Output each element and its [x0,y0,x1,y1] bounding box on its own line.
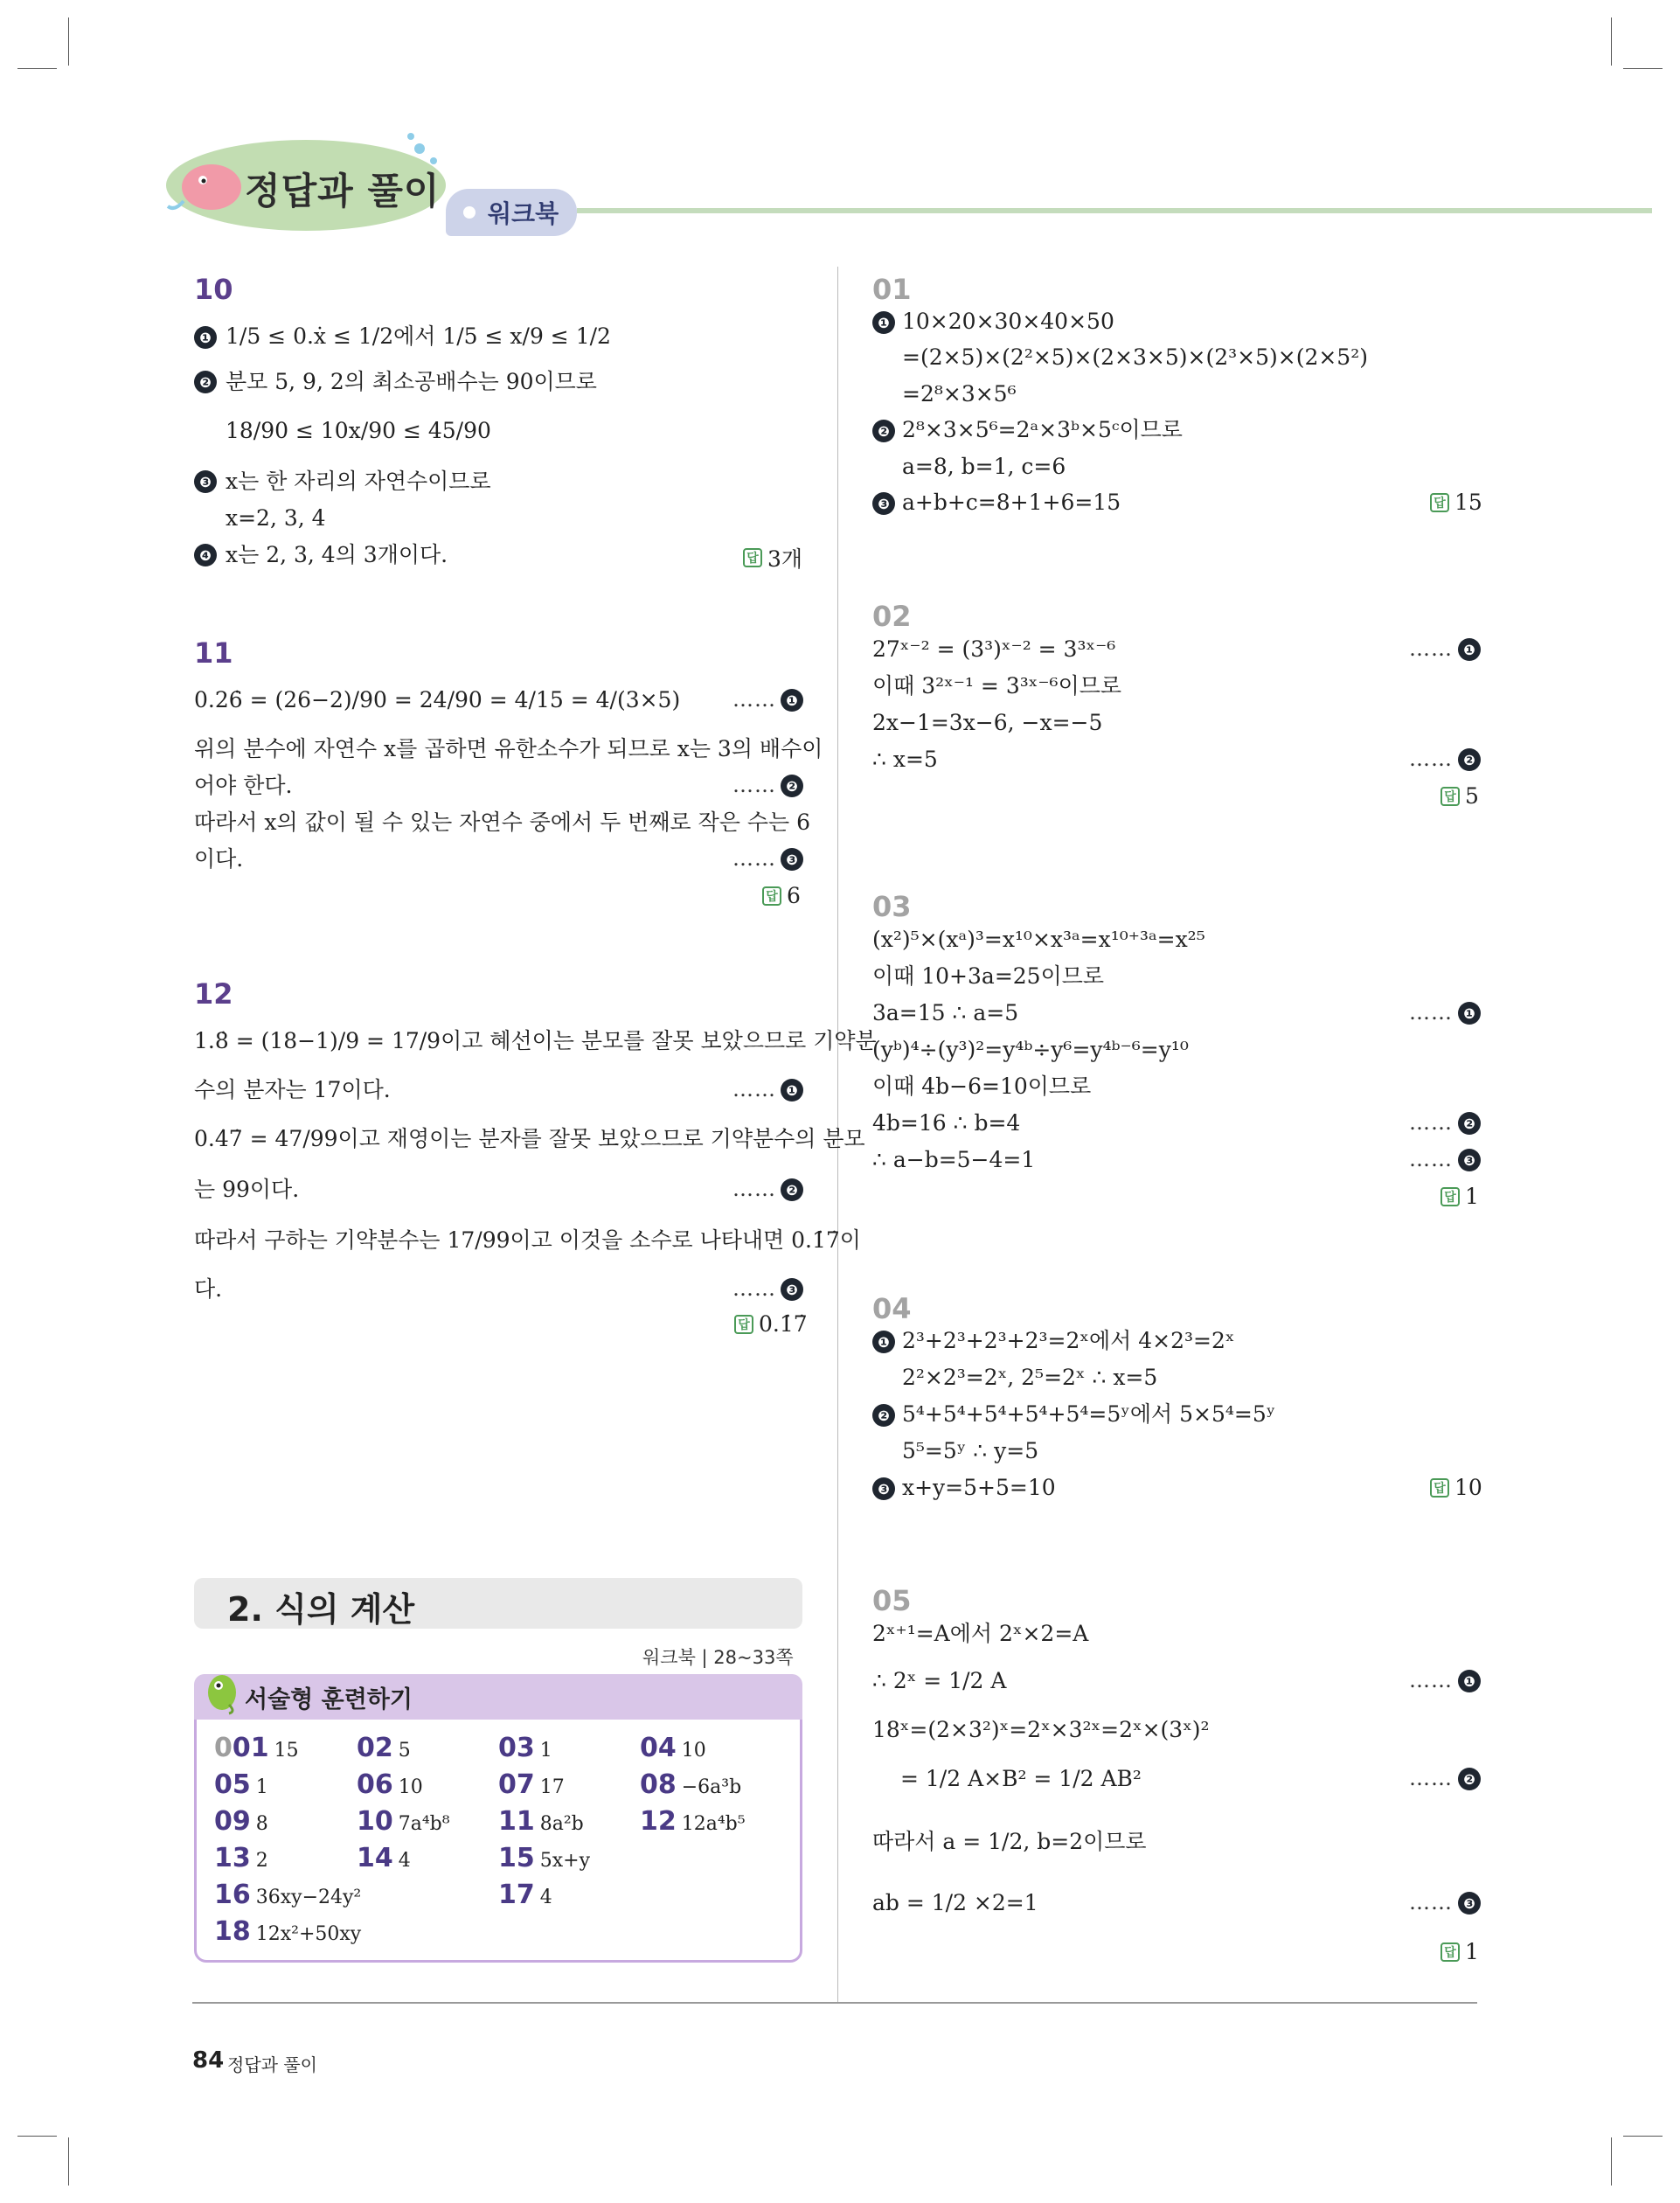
summary-item: 18 12x²+50xy [214,1916,362,1947]
solution-line: 이다. [194,846,244,872]
summary-item: 04 10 [640,1733,706,1763]
answer: 답 5 [1440,783,1479,809]
step-marker: ❸ [781,1278,803,1301]
solution-line: 어야 한다. [194,773,293,798]
dots: …… [732,687,776,712]
step-marker: ❶ [1458,638,1481,661]
solution-line: 는 99이다. [194,1177,300,1202]
summary-item: 06 10 [357,1769,423,1800]
crop-mark [68,2137,69,2186]
summary-item: 001 15 [214,1733,299,1763]
solution-line: 0.26̇ = (26−2)/90 = 24/90 = 4/15 = 4/(3×5) [194,687,681,712]
crop-mark [1611,2137,1612,2186]
dots: …… [732,1276,776,1301]
dots: …… [732,773,776,797]
step-marker: ❷ [1458,748,1481,771]
answer-icon: 답 [734,1315,753,1334]
solution-line: ∴ x=5 [872,747,938,772]
solution-line: = 1/2 A×B² = 1/2 AB² [900,1766,1142,1791]
solution-line: 18/90 ≤ 10x/90 ≤ 45/90 [226,418,491,443]
crop-mark [17,68,57,69]
solution-line: 3a=15 ∴ a=5 [872,1000,1019,1025]
crop-mark [68,17,69,66]
footer-rule [192,2002,1477,2004]
step-marker: ❷ [781,1178,803,1201]
solution-line: 이때 3²ˣ⁻¹ = 3³ˣ⁻⁶이므로 [872,673,1122,698]
solution-line: 1/5 ≤ 0.ẋ ≤ 1/2에서 1/5 ≤ x/9 ≤ 1/2 [226,323,611,349]
problem-number: 05 [872,1584,912,1617]
summary-item: 16 36xy−24y² [214,1880,362,1910]
solution-line: 수의 분자는 17이다. [194,1077,391,1102]
answer-icon: 답 [1440,1187,1460,1206]
summary-item: 17 4 [498,1880,552,1910]
answer: 답 6 [762,883,801,908]
step-marker: ❶ [872,1331,895,1353]
crop-mark [1611,17,1612,66]
step-marker: ❶ [781,1079,803,1102]
problem-number: 02 [872,600,912,633]
dots: …… [1409,1110,1453,1135]
summary-item: 03 1 [498,1733,552,1763]
step-marker: ❷ [872,1404,895,1427]
answer: 답 10 [1430,1475,1482,1500]
workbook-tab: 워크북 [446,189,577,236]
step-marker: ❶ [781,689,803,712]
solution-line: 2ˣ⁺¹=A에서 2ˣ×2=A [872,1621,1089,1646]
step-marker: ❷ [194,371,217,393]
problem-number: 10 [194,273,233,306]
dots: …… [1409,747,1453,771]
summary-item: 02 5 [357,1733,411,1763]
dots: …… [1409,1890,1453,1915]
page-title: 정답과 풀이 [245,170,441,212]
problem-number: 12 [194,977,233,1011]
solution-line: 2x−1=3x−6, −x=−5 [872,710,1103,735]
step-marker: ❸ [1458,1149,1481,1171]
pages-reference: 워크북 | 28~33쪽 [642,1647,794,1668]
solution-line: 5⁴+5⁴+5⁴+5⁴+5⁴=5ʸ에서 5×5⁴=5ʸ [902,1401,1276,1427]
summary-item: 07 17 [498,1769,565,1800]
step-marker: ❸ [872,492,895,515]
summary-item: 13 2 [214,1843,268,1873]
answer-icon: 답 [1430,1478,1449,1498]
section-title: 2. 식의 계산 [227,1590,415,1629]
summary-item: 11 8a²b [498,1806,584,1837]
step-marker: ❸ [872,1477,895,1500]
step-marker: ❸ [781,848,803,871]
solution-line: ab = 1/2 ×2=1 [872,1890,1038,1915]
dots: …… [1409,1000,1453,1025]
solution-line: 다. [194,1276,223,1302]
dots: …… [1409,1668,1453,1692]
solution-line: 2²×2³=2ˣ, 2⁵=2ˣ ∴ x=5 [902,1365,1158,1390]
solution-line: 5⁵=5ʸ ∴ y=5 [902,1438,1039,1463]
summary-item: 05 1 [214,1769,268,1800]
summary-item: 14 4 [357,1843,411,1873]
crop-mark [17,2136,57,2137]
dots: …… [1409,1147,1453,1171]
step-marker: ❷ [1458,1112,1481,1135]
step-marker: ❶ [1458,1670,1481,1692]
answer-icon: 답 [1430,493,1449,512]
summary-item: 12 12a⁴b⁵ [640,1806,746,1837]
solution-line: ∴ 2ˣ = 1/2 A [872,1668,1007,1693]
dots: …… [732,1077,776,1102]
solution-line: =2⁸×3×5⁶ [902,381,1017,407]
summary-item: 09 8 [214,1806,268,1837]
chameleon-icon [203,1670,241,1715]
solution-line: 10×20×30×40×50 [902,309,1114,334]
solution-line: x+y=5+5=10 [902,1475,1056,1500]
solution-line: (x²)⁵×(xᵃ)³=x¹⁰×x³ᵃ=x¹⁰⁺³ᵃ=x²⁵ [872,927,1205,952]
summary-item: 15 5x+y [498,1843,591,1873]
problem-number: 01 [872,273,912,306]
solution-line: a+b+c=8+1+6=15 [902,490,1121,515]
solution-line: x=2, 3, 4 [226,505,326,531]
solution-line: 0.4̇7̇ = 47/99이고 재영이는 분자를 잘못 보았으므로 기약분수의 분모 [194,1126,865,1151]
solution-line: a=8, b=1, c=6 [902,454,1066,479]
answer-icon: 답 [762,886,781,906]
problem-number: 04 [872,1292,912,1325]
solution-line: 따라서 구하는 기약분수는 17/99이고 이것을 소수로 나타내면 0.1̇7̇이 [194,1227,861,1253]
page-header [149,122,1652,254]
problem-number: 03 [872,890,912,923]
solution-line: =(2×5)×(2²×5)×(2×3×5)×(2³×5)×(2×5²) [902,344,1368,370]
dots: …… [732,846,776,871]
solution-line: 이때 10+3a=25이므로 [872,963,1105,989]
solution-line: x는 한 자리의 자연수이므로 [226,469,491,494]
step-marker: ❸ [1458,1892,1481,1915]
solution-line: 2³+2³+2³+2³=2ˣ에서 4×2³=2ˣ [902,1328,1235,1353]
dots: …… [1409,1766,1453,1790]
footer-label: 정답과 풀이 [227,2054,317,2075]
answer: 답 1 [1440,1939,1479,1964]
crop-mark [1623,2136,1663,2137]
solution-line: 4b=16 ∴ b=4 [872,1110,1021,1136]
answer: 답 3개 [743,542,802,573]
solution-line: 따라서 x의 값이 될 수 있는 자연수 중에서 두 번째로 작은 수는 6 [194,810,810,835]
solution-line: 1.8̇ = (18−1)/9 = 17/9이고 혜선이는 분모를 잘못 보았으므로 기약분 [194,1028,877,1053]
step-marker: ❶ [872,311,895,334]
crop-mark [1623,68,1663,69]
solution-line: 18ˣ=(2×3²)ˣ=2ˣ×3²ˣ=2ˣ×(3ˣ)² [872,1717,1210,1742]
step-marker: ❹ [194,544,217,566]
solution-line: 따라서 a = 1/2, b=2이므로 [872,1829,1147,1854]
solution-line: 2⁸×3×5⁶=2ᵃ×3ᵇ×5ᶜ이므로 [902,417,1183,442]
summary-item: 10 7a⁴b⁸ [357,1806,450,1837]
dots: …… [732,1177,776,1201]
solution-line: ∴ a−b=5−4=1 [872,1147,1036,1172]
solution-line: 위의 분수에 자연수 x를 곱하면 유한소수가 되므로 x는 3의 배수이 [194,736,823,761]
answer-icon: 답 [1440,787,1460,806]
step-marker: ❶ [1458,1002,1481,1025]
summary-item: 08 −6a³b [640,1769,742,1800]
answer: 답 15 [1430,490,1482,515]
solution-line: (yᵇ)⁴÷(y³)²=y⁴ᵇ÷y⁶=y⁴ᵇ⁻⁶=y¹⁰ [872,1037,1189,1062]
answer-icon: 답 [743,548,762,567]
box-title: 서술형 훈련하기 [245,1686,413,1713]
answer-icon: 답 [1440,1942,1460,1962]
answer: 답 1 [1440,1184,1479,1209]
answer: 답 0.1̇7̇ [734,1311,808,1337]
solution-line: 27ˣ⁻² = (3³)ˣ⁻² = 3³ˣ⁻⁶ [872,636,1116,662]
problem-number: 11 [194,636,233,670]
step-marker: ❷ [781,775,803,797]
step-marker: ❶ [194,326,217,349]
solution-line: 분모 5, 9, 2의 최소공배수는 90이므로 [226,369,597,394]
step-marker: ❷ [872,420,895,442]
solution-line: 이때 4b−6=10이므로 [872,1074,1092,1099]
page-number: 84 [192,2047,225,2074]
dots: …… [1409,636,1453,661]
header-rule [577,208,1652,213]
step-marker: ❸ [194,470,217,493]
step-marker: ❷ [1458,1768,1481,1790]
solution-line: x는 2, 3, 4의 3개이다. [226,542,448,567]
